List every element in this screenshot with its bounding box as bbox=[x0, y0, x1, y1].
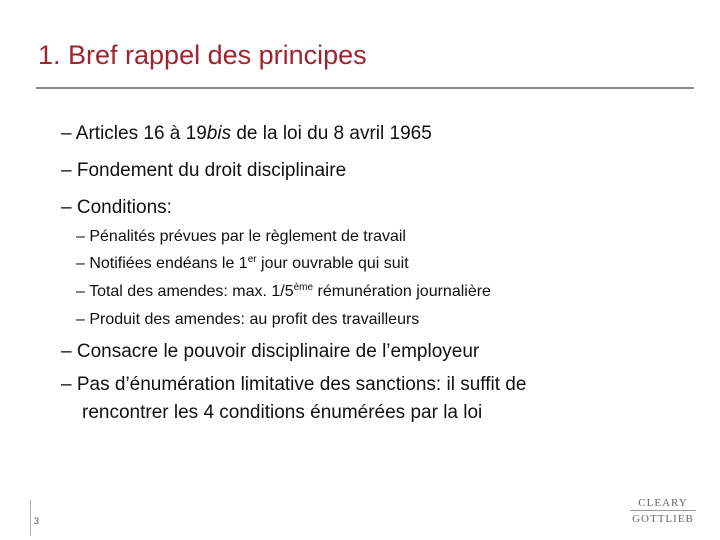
bullet-text: Produit des amendes: au profit des travailleurs bbox=[84, 311, 420, 328]
bullet-text-end: de la loi du 8 avril 1965 bbox=[231, 123, 432, 144]
bullet-text: Articles 16 à 19 bbox=[71, 123, 207, 144]
sub-bullet-total bbox=[76, 282, 491, 302]
bullet-articles bbox=[61, 123, 432, 145]
bullet-text: Fondement du droit disciplinaire bbox=[71, 160, 347, 181]
sub-bullet-produit bbox=[76, 310, 419, 330]
bullet-conditions bbox=[61, 197, 172, 219]
superscript: er bbox=[247, 254, 257, 265]
bullet-fondement bbox=[61, 160, 346, 182]
bullet-dash: – bbox=[61, 374, 72, 395]
bullet-text-end: jour ouvrable qui suit bbox=[256, 255, 409, 272]
bullet-dash: – bbox=[76, 228, 85, 245]
bullet-enumeration bbox=[61, 374, 526, 396]
bullet-consacre bbox=[61, 341, 479, 363]
logo-line-1: CLEARY bbox=[638, 497, 688, 509]
bullet-text: Total des amendes: max. 1/5 bbox=[84, 283, 294, 300]
logo-line-2: GOTTLIEB bbox=[630, 510, 696, 526]
bullet-dash: – bbox=[61, 341, 72, 362]
superscript: ème bbox=[293, 282, 314, 293]
bullet-italic: bis bbox=[206, 123, 232, 144]
bullet-dash: – bbox=[61, 197, 72, 218]
sub-bullet-penalites bbox=[76, 227, 406, 247]
company-logo bbox=[630, 496, 696, 526]
title-divider bbox=[36, 87, 694, 89]
bullet-text: Pénalités prévues par le règlement de travail bbox=[84, 228, 406, 245]
bullet-text-end: rémunération journalière bbox=[313, 283, 491, 300]
page-number: 3 bbox=[34, 516, 40, 526]
bullet-dash: – bbox=[61, 123, 72, 144]
slide-title: 1. Bref rappel des principes bbox=[38, 40, 367, 70]
bullet-text: Notifiées endéans le 1 bbox=[84, 255, 248, 272]
bullet-dash: – bbox=[76, 311, 85, 328]
bullet-text: Consacre le pouvoir disciplinaire de l’employeur bbox=[71, 341, 480, 362]
bullet-dash: – bbox=[76, 255, 85, 272]
sub-bullet-notifiees bbox=[76, 254, 409, 274]
footer-divider bbox=[30, 500, 31, 536]
bullet-dash: – bbox=[61, 160, 72, 181]
bullet-enumeration-continued bbox=[82, 402, 482, 424]
bullet-text: Pas d’énumération limitative des sanctions: il suffit de bbox=[71, 374, 527, 395]
bullet-text: Conditions: bbox=[71, 197, 172, 218]
bullet-dash: – bbox=[76, 283, 85, 300]
bullet-text: rencontrer les 4 conditions énumérées par la loi bbox=[82, 402, 483, 423]
